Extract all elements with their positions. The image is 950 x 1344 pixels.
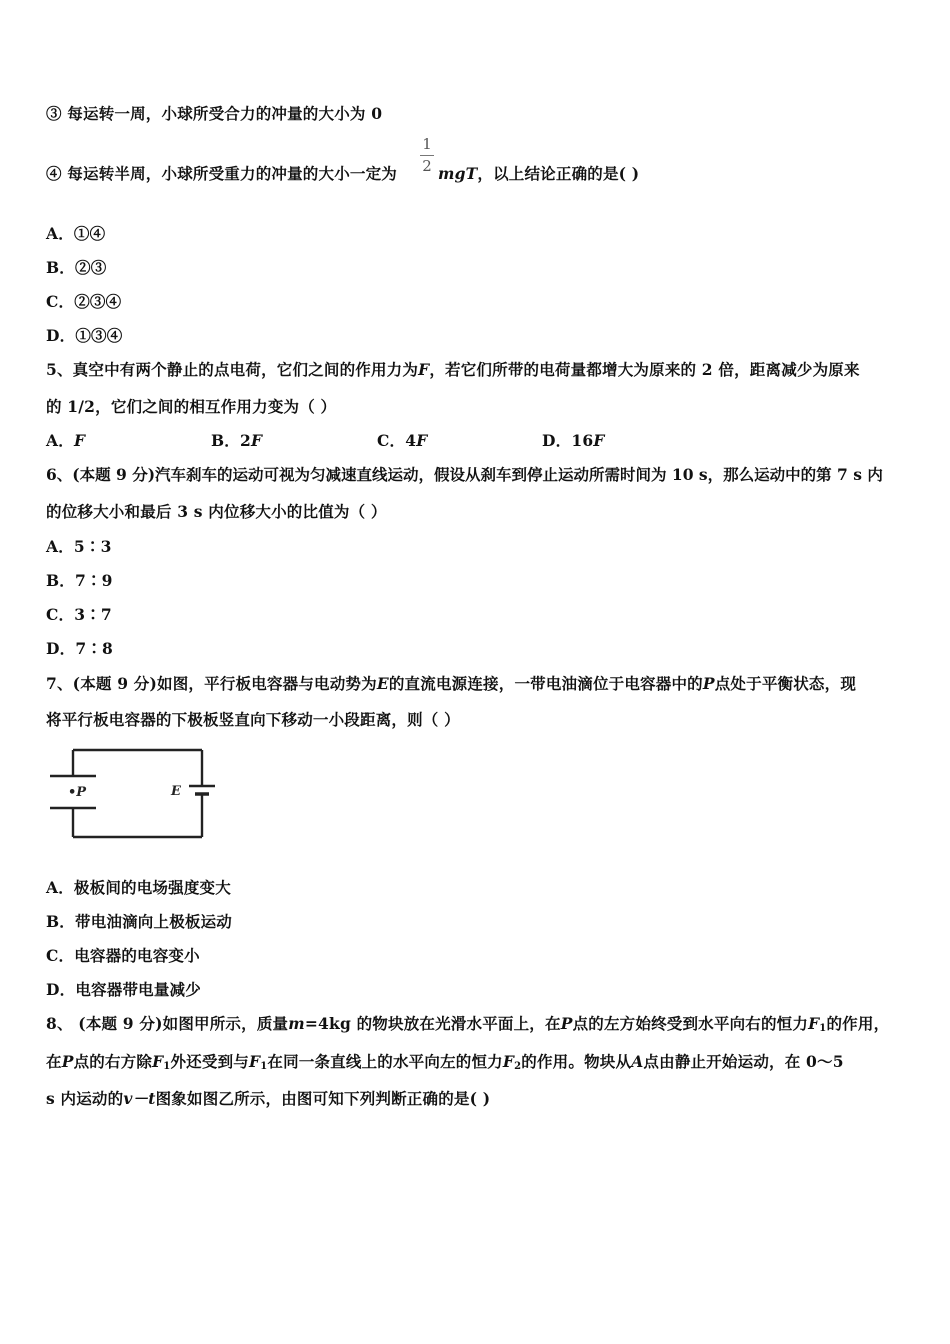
- q4-stmt4-tail: [438, 162, 639, 184]
- q6-option-a[interactable]: A．5∶3: [46, 537, 112, 556]
- q8-stem-line1: [46, 1012, 889, 1034]
- option-label: B．2: [211, 431, 251, 450]
- fraction-numerator: 1: [422, 135, 432, 153]
- q4-statement-4: [46, 162, 397, 184]
- fraction-denominator: 2: [422, 157, 432, 175]
- label-emf-E: E: [171, 784, 181, 799]
- q5-option-a[interactable]: [46, 429, 211, 451]
- q8-symbol-P: P: [61, 1052, 74, 1071]
- q7-symbol-E: E: [376, 674, 389, 693]
- capacitor-circuit-figure: [44, 742, 216, 842]
- option-symbol: F: [251, 431, 263, 450]
- q8-symbol-vt: v－t: [123, 1089, 156, 1108]
- q8-subscript: 1: [163, 1061, 171, 1072]
- q8-symbol-F: F: [152, 1052, 164, 1071]
- q8-text: 在同一条直线上的水平向左的恒力: [267, 1052, 503, 1071]
- q8-symbol-P: P: [560, 1014, 573, 1033]
- q4-stmt4-prefix: ④ 每运转半周，小球所受重力的冲量的大小一定为: [46, 164, 397, 183]
- q8-text: 的作用。物块从: [521, 1052, 632, 1071]
- q7-option-c[interactable]: C．电容器的电容变小: [46, 946, 200, 965]
- q7-text: 的直流电源连接，一带电油滴位于电容器中的: [388, 674, 703, 693]
- q6-option-b[interactable]: B．7∶9: [46, 571, 113, 590]
- q8-text: 点的左方始终受到水平向右的恒力: [572, 1014, 809, 1033]
- q8-symbol-A: A: [631, 1052, 644, 1071]
- q8-subscript: 1: [819, 1023, 827, 1034]
- q8-text: =4kg 的物块放在光滑水平面上，在: [304, 1014, 561, 1033]
- option-symbol: F: [416, 431, 428, 450]
- q4-fraction-half: [420, 136, 434, 175]
- q8-stem-line3: [46, 1087, 490, 1109]
- q8-symbol-F: F: [502, 1052, 515, 1071]
- q8-symbol-m: m: [288, 1014, 305, 1033]
- q7-stem-line1: [46, 672, 856, 694]
- q8-text: 点的右方除: [73, 1052, 153, 1071]
- option-label: A．: [46, 431, 74, 450]
- q4-stmt4-suffix: ，以上结论正确的是( ): [477, 164, 640, 183]
- q8-stem-line2: [46, 1050, 844, 1072]
- q7-option-d[interactable]: D．电容器带电量减少: [46, 980, 201, 999]
- q5-options-row: [46, 429, 605, 451]
- q5-option-d[interactable]: [542, 429, 605, 451]
- q6-option-c[interactable]: C．3∶7: [46, 605, 112, 624]
- q6-stem-line1: 6、(本题 9 分)汽车刹车的运动可视为匀减速直线运动，假设从刹车到停止运动所需时间为 10 s，那么运动中的第 7 s 内: [46, 465, 883, 484]
- q8-text: 点由静止开始运动，在 0～5: [643, 1052, 844, 1071]
- q5-symbol-F: F: [418, 360, 430, 379]
- q5-stem-line1: [46, 358, 860, 380]
- q8-text: 在: [46, 1052, 62, 1071]
- q8-symbol-F: F: [808, 1014, 820, 1033]
- q8-text: 图象如图乙所示，由图可知下列判断正确的是( ): [155, 1089, 491, 1108]
- q4-option-c[interactable]: C．②③④: [46, 292, 122, 311]
- q7-option-a[interactable]: A．极板间的电场强度变大: [46, 878, 231, 897]
- q7-stem-line2: 将平行板电容器的下极板竖直向下移动一小段距离，则（ ）: [46, 710, 460, 729]
- option-label: C．4: [377, 431, 417, 450]
- option-symbol: F: [73, 431, 86, 450]
- q8-text: 8、 (本题 9 分)如图甲所示，质量: [46, 1014, 289, 1033]
- q5-text: ，若它们所带的电荷量都增大为原来的 2 倍，距离减少为原来: [429, 360, 860, 379]
- q7-symbol-P: P: [702, 674, 715, 693]
- q4-statement-3: ③ 每运转一周，小球所受合力的冲量的大小为 0: [46, 104, 383, 123]
- q7-option-b[interactable]: B．带电油滴向上极板运动: [46, 912, 233, 931]
- q8-text: 外还受到与: [170, 1052, 249, 1071]
- q7-text: 7、(本题 9 分)如图，平行板电容器与电动势为: [46, 674, 377, 693]
- q8-symbol-F: F: [248, 1052, 261, 1071]
- q6-option-d[interactable]: D．7∶8: [46, 639, 114, 658]
- q4-expr-mgT: mgT: [438, 164, 478, 183]
- q8-text: s 内运动的: [46, 1089, 124, 1108]
- option-label: D．16: [542, 431, 594, 450]
- q6-stem-line2: 的位移大小和最后 3 s 内位移大小的比值为（ ）: [46, 502, 387, 521]
- option-symbol: F: [593, 431, 605, 450]
- q5-stem-line2: 的 1/2，它们之间的相互作用力变为（ ）: [46, 397, 337, 416]
- q4-option-d[interactable]: D．①③④: [46, 326, 123, 345]
- q5-option-b[interactable]: [211, 429, 377, 451]
- q8-subscript: 2: [514, 1061, 522, 1072]
- q8-text: 的作用，: [826, 1014, 890, 1033]
- q8-subscript: 1: [260, 1061, 268, 1072]
- q7-text: 点处于平衡状态，现: [714, 674, 857, 693]
- label-point-P: •P: [68, 785, 87, 800]
- q5-option-c[interactable]: [377, 429, 542, 451]
- q5-text: 5、真空中有两个静止的点电荷，它们之间的作用力为: [46, 360, 419, 379]
- fraction-bar: [420, 155, 434, 156]
- q4-option-b[interactable]: B．②③: [46, 258, 107, 277]
- q4-option-a[interactable]: A．①④: [46, 224, 106, 243]
